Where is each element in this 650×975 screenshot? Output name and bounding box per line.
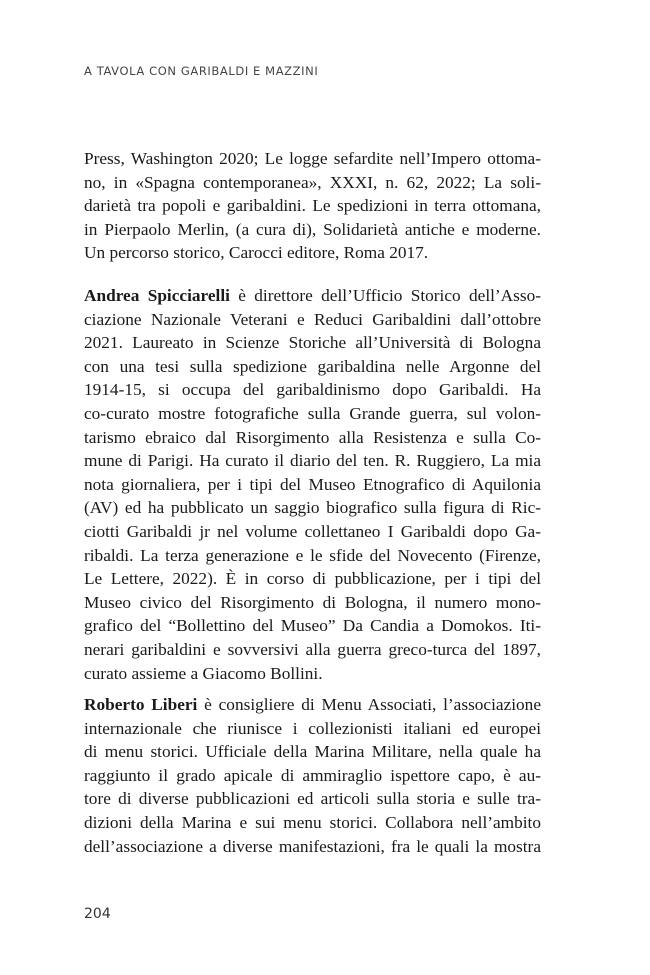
text-run: è consigliere di Menu Associati, l’associazione	[197, 695, 541, 714]
text-line: darietà tra popoli e garibaldini. Le spedizioni in terra ottomana,	[84, 196, 541, 216]
text-line: co-curato mostre fotografiche sulla Grande guerra, sul volon-	[84, 403, 541, 423]
page-number: 204	[84, 906, 111, 922]
text-line: Le Lettere, 2022). È in corso di pubblicazione, per i tipi del	[84, 569, 541, 589]
text-line: in Pierpaolo Merlin, (a cura di), Solidarietà antiche e moderne.	[84, 219, 541, 239]
text-line: mune di Parigi. Ha curato il diario del ten. R. Ruggiero, La mia	[84, 451, 541, 471]
text-line: no, in «Spagna contemporanea», XXXI, n. 62, 2022; La soli-	[84, 172, 541, 192]
text-run: è direttore dell’Ufficio Storico dell’Asso-	[229, 286, 541, 305]
text-line: Un percorso storico, Carocci editore, Roma 2017.	[84, 243, 429, 263]
text-line: Museo civico del Risorgimento di Bologna, il numero mono-	[84, 592, 541, 612]
text-line: (AV) ed ha pubblicato un saggio biografico sulla figura di Ric-	[84, 498, 541, 518]
text-line: 1914-15, si occupa del garibaldinismo dopo Garibaldi. Ha	[84, 380, 541, 400]
text-line: Press, Washington 2020; Le logge sefardite nell’Impero ottoma-	[84, 149, 541, 168]
text-line: internazionale che riunisce i collezionisti italiani ed europei	[84, 718, 541, 738]
author-name: Andrea Spicciarelli	[84, 286, 230, 305]
text-line: curato assieme a Giacomo Bollini.	[84, 663, 323, 683]
text-line: dizioni della Marina e sui menu storici. Collabora nell’ambito	[84, 812, 541, 832]
text-line: tarismo ebraico dal Risorgimento alla Resistenza e sulla Co-	[84, 427, 541, 447]
text-line: di menu storici. Ufficiale della Marina Militare, nella quale ha	[84, 742, 541, 762]
text-line: 2021. Laureato in Scienze Storiche all’Università di Bologna	[84, 333, 541, 353]
text-line	[84, 284, 541, 308]
text-line: dell’associazione a diverse manifestazioni, fra le quali la mostra	[84, 836, 541, 856]
text-line: nerari garibaldini e sovversivi alla guerra greco-turca del 1897,	[84, 639, 541, 659]
text-line: grafico del “Bollettino del Museo” Da Candia a Domokos. Iti-	[84, 616, 541, 636]
text-line: raggiunto il grado apicale di ammiraglio ispettore capo, è au-	[84, 765, 541, 785]
text-line	[84, 693, 541, 717]
author-name: Roberto Liberi	[84, 695, 198, 714]
text-line: ribaldi. La terza generazione e le sfide del Novecento (Firenze,	[84, 545, 541, 565]
paragraph-bibliography-continuation	[84, 147, 541, 265]
running-head: A TAVOLA CON GARIBALDI E MAZZINI	[84, 64, 319, 78]
text-line: ciotti Garibaldi jr nel volume collettaneo I Garibaldi dopo Ga-	[84, 521, 541, 541]
text-line: nota giornaliera, per i tipi del Museo Etnografico di Aquilonia	[84, 474, 541, 494]
paragraph-bio-spicciarelli	[84, 284, 541, 685]
text-line: tore di diverse pubblicazioni ed articoli sulla storia e sulle tra-	[84, 789, 541, 809]
text-line: con una tesi sulla spedizione garibaldina nelle Argonne del	[84, 356, 541, 376]
paragraph-bio-liberi	[84, 693, 541, 858]
text-line: ciazione Nazionale Veterani e Reduci Garibaldini dall’ottobre	[84, 309, 541, 329]
